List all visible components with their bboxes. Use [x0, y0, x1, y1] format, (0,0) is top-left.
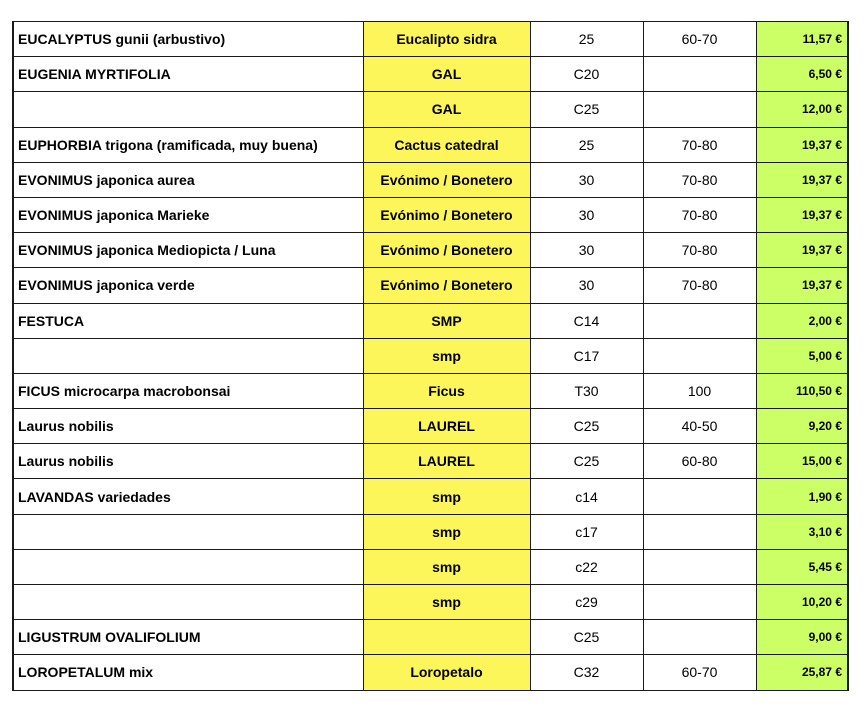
height-cell [643, 549, 756, 584]
pot-size-cell: C25 [530, 409, 643, 444]
price-cell: 11,57 € [756, 22, 848, 57]
table-row [13, 197, 848, 232]
common-name-cell: Evónimo / Bonetero [363, 233, 530, 268]
common-name-cell: SMP [363, 303, 530, 338]
height-cell: 40-50 [643, 409, 756, 444]
plant-name-cell [13, 585, 363, 620]
pot-size-cell: C20 [530, 57, 643, 92]
plant-name-cell: LOROPETALUM mix [13, 655, 363, 690]
table-row [13, 57, 848, 92]
price-cell: 110,50 € [756, 373, 848, 408]
price-cell: 3,10 € [756, 514, 848, 549]
price-cell: 10,20 € [756, 585, 848, 620]
common-name-cell: smp [363, 549, 530, 584]
plant-name-cell: EVONIMUS japonica verde [13, 268, 363, 303]
price-cell: 19,37 € [756, 127, 848, 162]
price-cell: 6,50 € [756, 57, 848, 92]
price-cell: 19,37 € [756, 162, 848, 197]
plant-name-cell: EUCALYPTUS gunii (arbustivo) [13, 22, 363, 57]
table-row [13, 655, 848, 690]
height-cell: 70-80 [643, 127, 756, 162]
pot-size-cell: c17 [530, 514, 643, 549]
table-row [13, 373, 848, 408]
table-row [13, 127, 848, 162]
height-cell [643, 92, 756, 127]
plant-name-cell: EVONIMUS japonica aurea [13, 162, 363, 197]
pot-size-cell: 30 [530, 162, 643, 197]
plant-name-cell [13, 92, 363, 127]
table-row [13, 585, 848, 620]
plant-name-cell [13, 338, 363, 373]
price-cell: 9,20 € [756, 409, 848, 444]
height-cell [643, 57, 756, 92]
pot-size-cell: 30 [530, 197, 643, 232]
plant-name-cell: EVONIMUS japonica Mediopicta / Luna [13, 233, 363, 268]
table-body [13, 22, 848, 691]
table-row [13, 549, 848, 584]
plant-price-table [12, 21, 849, 691]
height-cell: 70-80 [643, 197, 756, 232]
pot-size-cell: C14 [530, 303, 643, 338]
height-cell: 70-80 [643, 233, 756, 268]
price-cell: 5,00 € [756, 338, 848, 373]
price-cell: 12,00 € [756, 92, 848, 127]
table-row [13, 514, 848, 549]
table-row [13, 233, 848, 268]
pot-size-cell: 25 [530, 127, 643, 162]
price-cell: 19,37 € [756, 197, 848, 232]
pot-size-cell: C32 [530, 655, 643, 690]
pot-size-cell: 30 [530, 233, 643, 268]
common-name-cell: GAL [363, 92, 530, 127]
common-name-cell [363, 620, 530, 655]
table-row [13, 479, 848, 514]
common-name-cell: Ficus [363, 373, 530, 408]
plant-name-cell: EUGENIA MYRTIFOLIA [13, 57, 363, 92]
pot-size-cell: T30 [530, 373, 643, 408]
height-cell: 60-80 [643, 444, 756, 479]
plant-name-cell: EVONIMUS japonica Marieke [13, 197, 363, 232]
pot-size-cell: C17 [530, 338, 643, 373]
height-cell [643, 514, 756, 549]
common-name-cell: smp [363, 514, 530, 549]
pot-size-cell: c29 [530, 585, 643, 620]
plant-name-cell: LIGUSTRUM OVALIFOLIUM [13, 620, 363, 655]
pot-size-cell: 30 [530, 268, 643, 303]
height-cell [643, 620, 756, 655]
height-cell: 60-70 [643, 655, 756, 690]
height-cell [643, 303, 756, 338]
height-cell: 70-80 [643, 162, 756, 197]
common-name-cell: Evónimo / Bonetero [363, 162, 530, 197]
common-name-cell: Eucalipto sidra [363, 22, 530, 57]
table-row [13, 303, 848, 338]
price-cell: 19,37 € [756, 268, 848, 303]
plant-name-cell: FESTUCA [13, 303, 363, 338]
pot-size-cell: c22 [530, 549, 643, 584]
common-name-cell: Cactus catedral [363, 127, 530, 162]
table-row [13, 92, 848, 127]
plant-name-cell: EUPHORBIA trigona (ramificada, muy buena) [13, 127, 363, 162]
table-row [13, 268, 848, 303]
height-cell [643, 585, 756, 620]
common-name-cell: smp [363, 479, 530, 514]
price-cell: 2,00 € [756, 303, 848, 338]
common-name-cell: GAL [363, 57, 530, 92]
pot-size-cell: C25 [530, 92, 643, 127]
pot-size-cell: C25 [530, 444, 643, 479]
common-name-cell: Loropetalo [363, 655, 530, 690]
table-row [13, 338, 848, 373]
common-name-cell: Evónimo / Bonetero [363, 197, 530, 232]
common-name-cell: Evónimo / Bonetero [363, 268, 530, 303]
pot-size-cell: c14 [530, 479, 643, 514]
price-cell: 15,00 € [756, 444, 848, 479]
price-cell: 9,00 € [756, 620, 848, 655]
common-name-cell: LAUREL [363, 444, 530, 479]
plant-name-cell: LAVANDAS variedades [13, 479, 363, 514]
plant-name-cell [13, 549, 363, 584]
plant-name-cell: Laurus nobilis [13, 444, 363, 479]
price-cell: 25,87 € [756, 655, 848, 690]
plant-name-cell: FICUS microcarpa macrobonsai [13, 373, 363, 408]
table-row [13, 444, 848, 479]
plant-name-cell [13, 514, 363, 549]
table-row [13, 409, 848, 444]
common-name-cell: LAUREL [363, 409, 530, 444]
table-row [13, 22, 848, 57]
table-row [13, 620, 848, 655]
height-cell: 60-70 [643, 22, 756, 57]
common-name-cell: smp [363, 338, 530, 373]
plant-name-cell: Laurus nobilis [13, 409, 363, 444]
height-cell [643, 338, 756, 373]
pot-size-cell: C25 [530, 620, 643, 655]
pot-size-cell: 25 [530, 22, 643, 57]
table-row [13, 162, 848, 197]
price-cell: 1,90 € [756, 479, 848, 514]
price-cell: 19,37 € [756, 233, 848, 268]
height-cell [643, 479, 756, 514]
height-cell: 70-80 [643, 268, 756, 303]
price-cell: 5,45 € [756, 549, 848, 584]
height-cell: 100 [643, 373, 756, 408]
common-name-cell: smp [363, 585, 530, 620]
